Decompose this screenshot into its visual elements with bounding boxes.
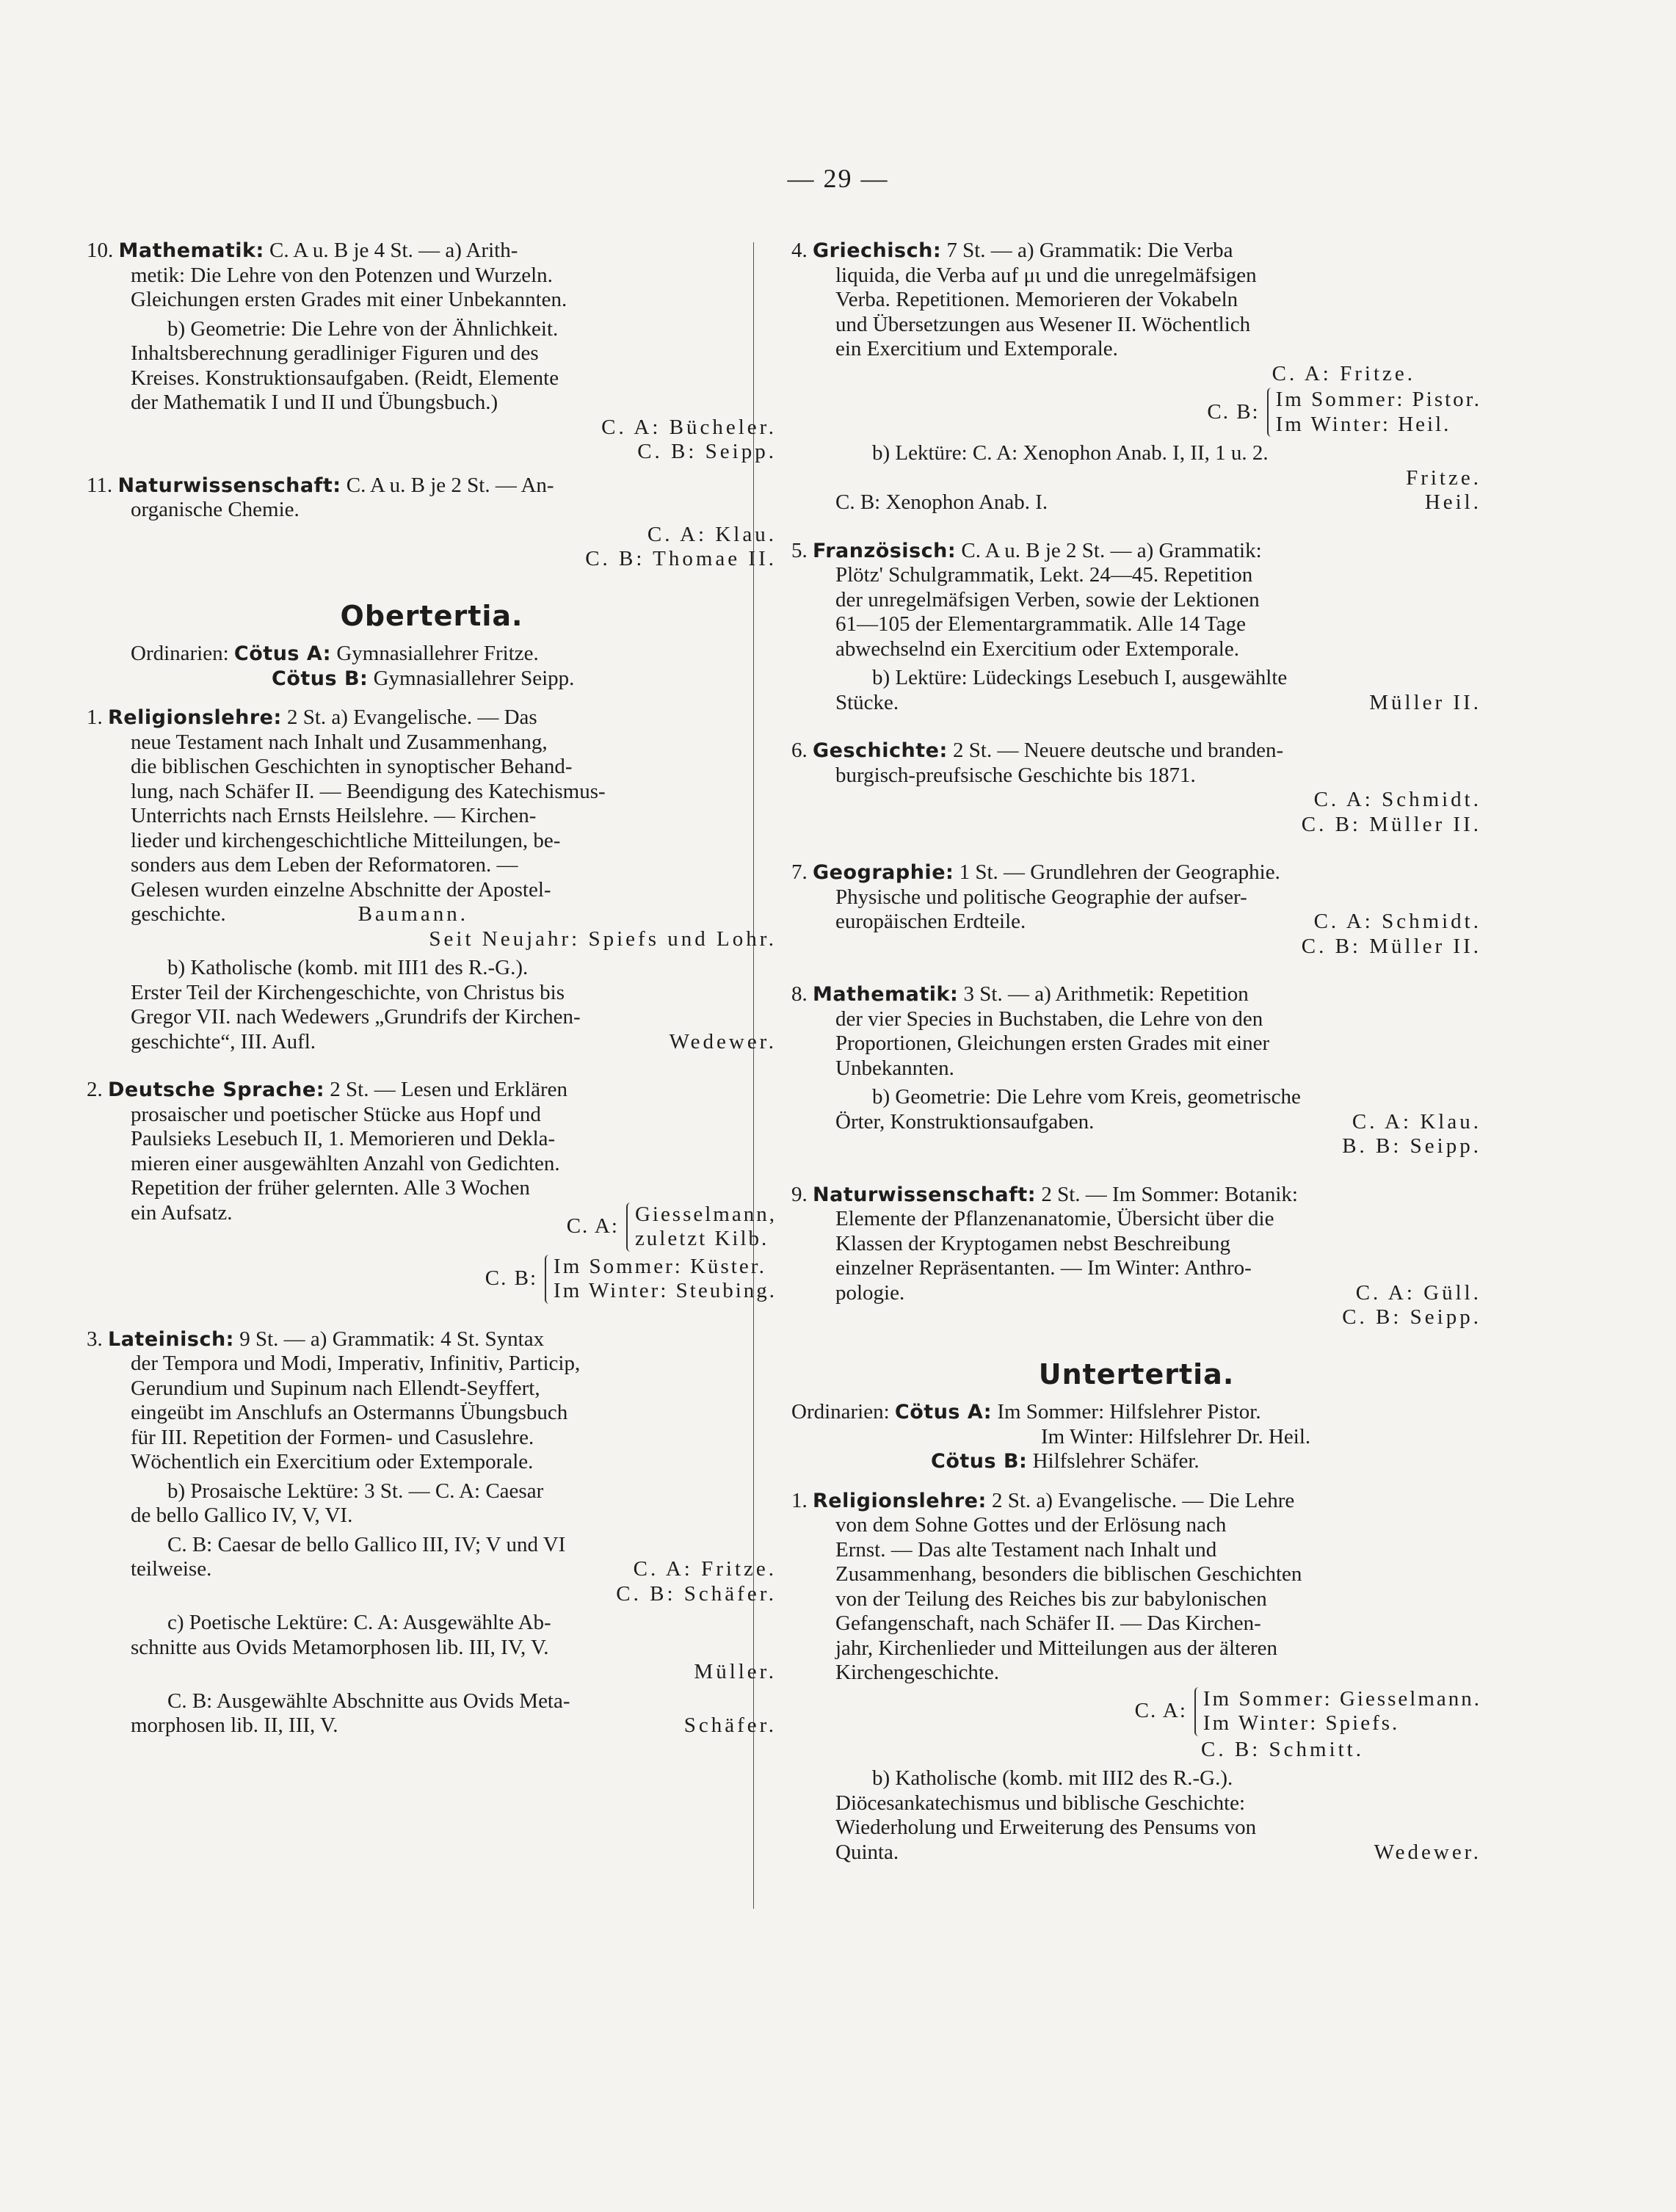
subject-heading: Griechisch: <box>813 239 942 262</box>
subject-heading: Religionslehre: <box>108 706 282 729</box>
teacher-brace: C. A: Im Sommer: Giesselmann. Im Winter: Spiefs. <box>1134 1686 1481 1735</box>
entry-naturwissenschaft-11: 11. Naturwissenschaft: C. A u. B je 2 St. — An- organische Chemie. C. A: Klau. C. B: Thomae II. <box>87 473 777 570</box>
subject-heading: Geschichte: <box>813 739 948 762</box>
subject-heading: Geographie: <box>813 861 954 884</box>
entry-naturwissenschaft-9: 9. Naturwissenschaft: 2 St. — Im Sommer: Botanik: Elemente der Pflanzenanatomie, Übersicht über die Klassen der Kryptogamen nebst Beschreibung einzelner Repräsentanten. — Im Winter: Anthro- pologie. C. A: Güll. C. B: Seipp. <box>791 1182 1481 1329</box>
subject-heading: Mathematik: <box>118 239 264 262</box>
subject-heading: Lateinisch: <box>108 1327 234 1351</box>
entry-lateinisch-ot: 3. Lateinisch: 9 St. — a) Grammatik: 4 St. Syntax der Tempora und Modi, Imperativ, Infinitiv, Particip, Gerundium und Supinum nach Ellendt-Seyffert, eingeübt im Anschlufs an Ostermanns Übungsbuch für III. Repetition der Formen- und Casuslehre. Wöchentlich ein Exercitium oder Extemporale. b) Prosaische Lektüre: 3 St. — C. A: Caesar de bello Gallico IV, V, VI. C. B: Caesar de bello Gallico III, IV; V und VI teilweise. C. A: Fritze. C. B: Schäfer. c) Poetische Lektüre: C. A: Ausgewählte Ab- schnitte aus Ovids Metamorphosen lib. III, IV, V. Müller. C. B: Ausgewählte Abschnitte aus Ovids Meta- morphosen lib. II, III, V. Schäfer. <box>87 1327 777 1737</box>
right-column <box>791 239 1481 1874</box>
teacher-line: C. A: Bücheler. <box>601 415 777 439</box>
section-title-untertertia: Untertertia. <box>1038 1357 1235 1390</box>
entry-geographie-ot: 7. Geographie: 1 St. — Grundlehren der Geographie. Physische und politische Geographie der aufser- europäischen Erdteile. C. A: Schmidt. C. B: Müller II. <box>791 860 1481 958</box>
page-number: — 29 — <box>787 164 889 193</box>
subject-heading: Französisch: <box>813 539 957 562</box>
subject-heading: Naturwissenschaft: <box>813 1183 1037 1206</box>
entry-geschichte-ot: 6. Geschichte: 2 St. — Neuere deutsche und branden- burgisch-preufsische Geschichte bis 1871. C. A: Schmidt. C. B: Müller II. <box>791 739 1481 836</box>
subject-heading: Deutsche Sprache: <box>108 1078 325 1101</box>
entry-griechisch-ot: 4. Griechisch: 7 St. — a) Grammatik: Die Verba liquida, die Verba auf μι und die unregelmäfsigen Verba. Repetitionen. Memorieren der Vokabeln und Übersetzungen aus Wesener II. Wöchentlich ein Exercitium und Extemporale. C. A: Fritze. C. B: Im Sommer: Pistor. Im Winter: Heil. b) Lektüre: C. A: Xenophon Anab. I, II, 1 u. 2. Fritze. C. B: Xenophon Anab. I. Heil. <box>791 239 1481 514</box>
section-title-obertertia: Obertertia. <box>340 599 523 632</box>
entry-franzoesisch-ot: 5. Französisch: C. A u. B je 2 St. — a) Grammatik: Plötz' Schulgrammatik, Lekt. 24—45. Repetition der unregelmäfsigen Verben, sowie der Lektionen 61—105 der Elementargrammatik. Alle 14 Tage abwechselnd ein Exercitium oder Extemporale. b) Lektüre: Lüdeckings Lesebuch I, ausgewählte Stücke. Müller II. <box>791 538 1481 714</box>
teacher-brace: C. B: Im Sommer: Küster. Im Winter: Steubing. <box>485 1254 777 1302</box>
teacher-brace: C. B: Im Sommer: Pistor. Im Winter: Heil. <box>1207 388 1481 436</box>
teacher-brace: C. A: Giesselmann, zuletzt Kilb. <box>566 1202 777 1250</box>
entry-mathematik-10: 10. Mathematik: C. A u. B je 4 St. — a) Arith- metik: Die Lehre von den Potenzen und Wurzeln. Gleichungen ersten Grades mit einer Unbekannten. b) Geometrie: Die Lehre von der Ähnlichkeit. Inhaltsberechnung geradliniger Figuren und des Kreises. Konstruktionsaufgaben. (Reidt, Elemente der Mathematik I und II und Übungsbuch.) C. A: Bücheler. C. B: Seipp. <box>87 239 777 463</box>
entry-religionslehre-ut: 1. Religionslehre: 2 St. a) Evangelische. — Die Lehre von dem Sohne Gottes und der Erlösung nach Ernst. — Das alte Testament nach Inhalt und Zusammenhang, besonders die biblischen Geschichten von der Teilung des Reiches bis zur babylonischen Gefangenschaft, nach Schäfer II. — Das Kirchen- jahr, Kirchenlieder und Mitteilungen aus der älteren Kirchengeschichte. C. A: Im Sommer: Giesselmann. Im Winter: Spiefs. C. B: Schmitt. b) Katholische (komb. mit III2 des R.-G.). Diöcesankatechismus und biblische Geschichte: Wiederholung und Erweiterung des Pensums von Quinta. Wedewer. <box>791 1488 1481 1864</box>
ordinarien-untertertia: Ordinarien: Cötus A: Im Sommer: Hilfslehrer Pistor. Im Winter: Hilfslehrer Dr. Heil. Cötus B: Hilfslehrer Schäfer. <box>791 1400 1311 1473</box>
left-column <box>87 239 777 1747</box>
ordinarien-obertertia: Ordinarien: Cötus A: Gymnasiallehrer Fritze. Cötus B: Gymnasiallehrer Seipp. <box>131 642 575 690</box>
subject-heading: Naturwissenschaft: <box>117 474 341 497</box>
entry-mathematik-8: 8. Mathematik: 3 St. — a) Arithmetik: Repetition der vier Species in Buchstaben, die Lehre von den Proportionen, Gleichungen ersten Grades mit einer Unbekannten. b) Geometrie: Die Lehre vom Kreis, geometrische Örter, Konstruktionsaufgaben. C. A: Klau. B. B: Seipp. <box>791 982 1481 1158</box>
subject-heading: Mathematik: <box>813 983 959 1006</box>
subject-heading: Religionslehre: <box>813 1489 987 1512</box>
entry-religionslehre-ot: 1. Religionslehre: 2 St. a) Evangelische. — Das neue Testament nach Inhalt und Zusammenhang, die biblischen Geschichten in synoptischer Behand- lung, nach Schäfer II. — Beendigung des Katechismus- Unterrichts nach Ernsts Heilslehre. — Kirchen- lieder und kirchengeschichtliche Mitteilungen, be- sonders aus dem Leben der Reformatoren. — Gelesen wurden einzelne Abschnitte der Apostel- geschichte. Baumann. Seit Neujahr: Spiefs und Lohr. b) Katholische (komb. mit III1 des R.-G.). Erster Teil der Kirchengeschichte, von Christus bis Gregor VII. nach Wedewers „Grundrifs der Kirchen- geschichte“, III. Aufl. Wedewer. <box>87 706 777 1054</box>
teacher-line: C. B: Seipp. <box>637 440 777 463</box>
entry-deutsche-sprache-ot: 2. Deutsche Sprache: 2 St. — Lesen und Erklären prosaischer und poetischer Stücke aus Hopf und Paulsieks Lesebuch II, 1. Memorieren und Dekla- mieren einer ausgewählten Anzahl von Gedichten. Repetition der früher gelernten. Alle 3 Wochen ein Aufsatz. C. A: Giesselmann, zuletzt Kilb. C. B: Im Sommer: Küster. Im Winter: Steubing. <box>87 1078 777 1302</box>
